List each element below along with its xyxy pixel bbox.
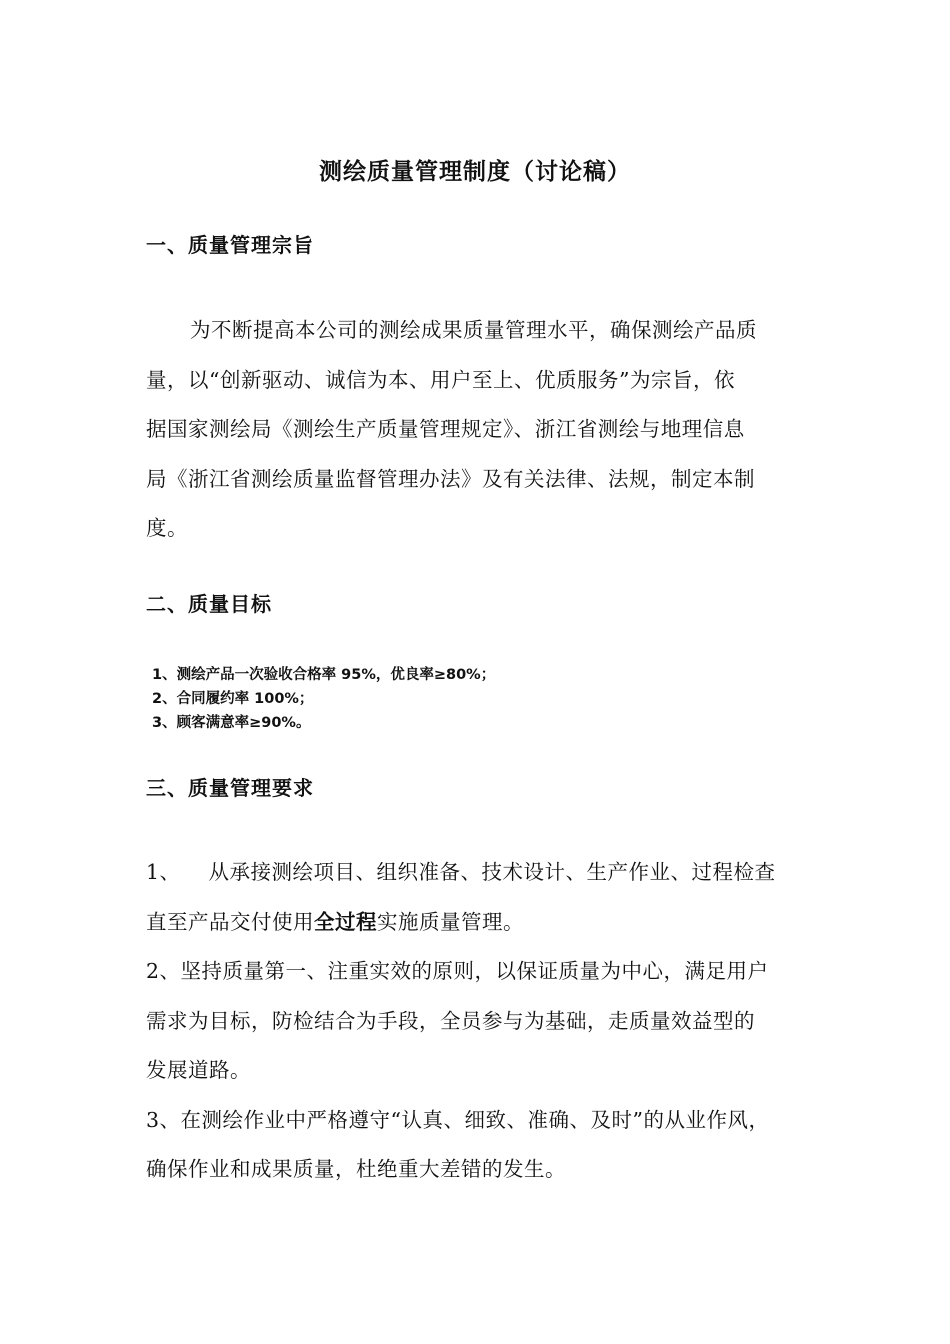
requirement-item-1-line xyxy=(146,898,826,948)
document-title: 测绘质量管理制度（讨论稿） xyxy=(319,159,631,185)
purpose-paragraph xyxy=(146,306,814,554)
goal-item: 3、顾客满意率≥90%。 xyxy=(152,715,311,731)
requirements-list xyxy=(146,848,826,1195)
section-heading-purpose: 一、质量管理宗旨 xyxy=(146,233,314,257)
requirement-item-2-line: 需求为目标，防检结合为手段，全员参与为基础，走质量效益型的 xyxy=(146,1008,755,1033)
paragraph-line: 据国家测绘局《测绘生产质量管理规定》、浙江省测绘与地理信息 xyxy=(146,417,745,441)
goal-item: 2、合同履约率 100%； xyxy=(152,691,314,707)
requirement-item-3-line: 3、在测绘作业中严格遵守“认真、细致、准确、及时”的从业作风， xyxy=(146,1107,770,1132)
requirement-text: 实施质量管理。 xyxy=(377,909,524,934)
requirement-item-1-line xyxy=(146,848,826,898)
requirement-item-2-line: 2、坚持质量第一、注重实效的原则，以保证质量为中心，满足用户 xyxy=(146,959,769,983)
requirement-number: 1、 xyxy=(146,860,181,884)
requirement-text: 从承接测绘项目、组织准备、技术设计、生产作业、过程检查 xyxy=(208,860,776,884)
section-heading-requirements: 三、质量管理要求 xyxy=(146,776,314,800)
section-heading-goals: 二、质量目标 xyxy=(146,592,272,616)
paragraph-line: 局《浙江省测绘质量监督管理办法》及有关法律、法规，制定本制 xyxy=(146,466,755,491)
emphasis-text: 全过程 xyxy=(314,909,377,934)
goal-item: 1、测绘产品一次验收合格率 95%，优良率≥80%； xyxy=(152,667,496,683)
paragraph-line: 为不断提高本公司的测绘成果质量管理水平，确保测绘产品质 xyxy=(190,318,757,342)
requirement-item-3-line: 确保作业和成果质量，杜绝重大差错的发生。 xyxy=(146,1157,566,1181)
requirement-item-2-line: 发展道路。 xyxy=(146,1058,251,1082)
goals-list xyxy=(152,663,495,735)
requirement-text: 直至产品交付使用 xyxy=(146,909,314,934)
paragraph-line: 度。 xyxy=(146,516,188,540)
paragraph-line: 量，以“创新驱动、诚信为本、用户至上、优质服务”为宗旨，依 xyxy=(146,367,735,392)
